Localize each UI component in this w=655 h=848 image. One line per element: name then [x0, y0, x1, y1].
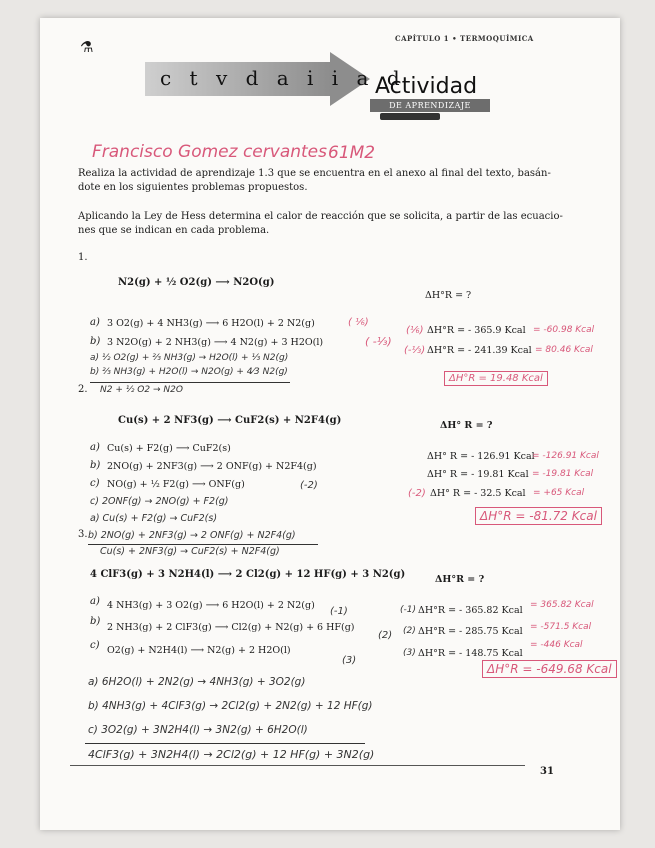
- equation: Cu(s) + F2(g) ⟶ CuF2(s): [107, 443, 231, 454]
- handwritten-step: b) 2NO(g) + 2NF3(g) → 2 ONF(g) + N2F4(g): [88, 530, 296, 541]
- equation: 3 O2(g) + 4 NH3(g) ⟶ 6 H2O(l) + 2 N2(g): [107, 318, 315, 329]
- pencil-icon: [380, 113, 440, 120]
- handwritten-step: b) ⅔ NH3(g) + H2O(l) → N2O(g) + 4⁄3 N2(g): [90, 367, 288, 377]
- handwritten-step: a) 6H2O(l) + 2N2(g) → 4NH3(g) + 3O2(g): [88, 676, 306, 688]
- student-name: Francisco Gomez cervantes: [92, 142, 327, 162]
- enthalpy-result: = -571.5 Kcal: [530, 622, 592, 632]
- coefficient-prefix: (-⅓): [404, 345, 426, 356]
- enthalpy-value: ΔH° R = - 19.81 Kcal: [427, 469, 529, 480]
- target-equation: Cu(s) + 2 NF3(g) ⟶ CuF2(s) + N2F4(g): [118, 415, 342, 426]
- enthalpy-result: = -19.81 Kcal: [532, 469, 594, 479]
- equation: NO(g) + ½ F2(g) ⟶ ONF(g): [107, 479, 245, 490]
- enthalpy-result: = -446 Kcal: [530, 640, 583, 650]
- enthalpy-result: = 80.46 Kcal: [535, 345, 593, 355]
- final-answer-box: ΔH°R = -649.68 Kcal: [482, 660, 617, 678]
- equation-label: c): [90, 478, 100, 489]
- coefficient-prefix: (2): [403, 626, 416, 636]
- enthalpy-value: ΔH°R = - 365.9 Kcal: [427, 325, 526, 336]
- instruction-line: Realiza la actividad de aprendizaje 1.3 que se encuentra en el anexo al final del texto, basán-: [78, 168, 551, 179]
- final-answer-box: ΔH°R = -81.72 Kcal: [475, 507, 602, 525]
- equation-label: a): [90, 596, 100, 607]
- enthalpy-value: ΔH° R = - 126.91 Kcal: [427, 451, 535, 462]
- equation: O2(g) + N2H4(l) ⟶ N2(g) + 2 H2O(l): [107, 645, 291, 656]
- handwritten-step: a) ½ O2(g) + ⅔ NH3(g) → H2O(l) + ⅓ N2(g): [90, 353, 289, 363]
- coefficient-note: ( ⅙): [348, 317, 369, 328]
- decorative-letters: c t v d a i i a d: [160, 66, 406, 90]
- handwritten-step: b) 4NH3(g) + 4ClF3(g) → 2Cl2(g) + 2N2(g) + 12 HF(g): [88, 700, 373, 712]
- handwritten-sum: 4ClF3(g) + 3N2H4(l) → 2Cl2(g) + 12 HF(g) + 3N2(g): [88, 748, 375, 761]
- handwritten-step: a) Cu(s) + F2(g) → CuF2(s): [90, 513, 218, 524]
- page-number: 31: [540, 766, 554, 777]
- handwritten-step: c) 3O2(g) + 3N2H4(l) → 3N2(g) + 6H2O(l): [88, 724, 308, 736]
- enthalpy-value: ΔH°R = - 241.39 Kcal: [427, 345, 532, 356]
- coefficient-prefix: (-2): [408, 488, 426, 499]
- enthalpy-value: ΔH°R = - 148.75 Kcal: [418, 648, 523, 659]
- enthalpy-value: ΔH°R = - 285.75 Kcal: [418, 626, 523, 637]
- target-enthalpy: ΔH° R = ?: [440, 420, 493, 431]
- coefficient-prefix: (⅙): [406, 325, 424, 336]
- equation-label: c): [90, 640, 100, 651]
- coefficient-note: ( -⅓): [365, 335, 392, 348]
- enthalpy-result: = 365.82 Kcal: [530, 600, 594, 610]
- handwritten-sum: N2 + ½ O2 → N2O: [100, 385, 183, 395]
- final-answer-box: ΔH°R = 19.48 Kcal: [444, 371, 548, 386]
- enthalpy-result: = +65 Kcal: [533, 488, 585, 498]
- enthalpy-result: = -126.91 Kcal: [532, 451, 599, 461]
- enthalpy-result: = -60.98 Kcal: [533, 325, 595, 335]
- equation: 2 NH3(g) + 2 ClF3(g) ⟶ Cl2(g) + N2(g) + 6 HF(g): [107, 622, 355, 633]
- activity-subtitle: DE APRENDIZAJE: [370, 99, 490, 112]
- problem-number: 3.: [78, 529, 88, 540]
- problem-number: 2.: [78, 384, 88, 395]
- flask-icon: ⚗: [80, 38, 94, 56]
- coefficient-note: (-1): [330, 606, 348, 617]
- coefficient-note: (3): [342, 655, 357, 666]
- equation-label: b): [90, 336, 101, 347]
- enthalpy-value: ΔH° R = - 32.5 Kcal: [430, 488, 526, 499]
- target-equation: 4 ClF3(g) + 3 N2H4(l) ⟶ 2 Cl2(g) + 12 HF(g) + 3 N2(g): [90, 569, 406, 580]
- problem-number: 1.: [78, 252, 88, 263]
- student-group: 61M2: [328, 143, 376, 163]
- equation: 3 N2O(g) + 2 NH3(g) ⟶ 4 N2(g) + 3 H2O(l): [107, 337, 324, 348]
- target-enthalpy: ΔH°R = ?: [425, 290, 472, 301]
- target-equation: N2(g) + ½ O2(g) ⟶ N2O(g): [118, 277, 275, 288]
- enthalpy-value: ΔH°R = - 365.82 Kcal: [418, 605, 523, 616]
- coefficient-note: (-2): [300, 480, 318, 491]
- equation-label: a): [90, 442, 100, 453]
- coefficient-note: (2): [378, 630, 393, 641]
- instruction-line: Aplicando la Ley de Hess determina el calor de reacción que se solicita, a partir de las ecuacio-: [78, 211, 563, 222]
- equation-label: a): [90, 317, 100, 328]
- handwritten-sum: Cu(s) + 2NF3(g) → CuF2(s) + N2F4(g): [100, 546, 280, 557]
- target-enthalpy: ΔH°R = ?: [435, 574, 485, 585]
- footer-rule: [70, 765, 525, 766]
- chapter-header: CAPÍTULO 1 • TERMOQUÍMICA: [395, 34, 534, 43]
- coefficient-prefix: (-1): [400, 605, 416, 615]
- activity-title: Actividad: [375, 74, 478, 99]
- equation-label: b): [90, 460, 101, 471]
- instruction-line: dote en los siguientes problemas propuestos.: [78, 182, 308, 193]
- equation-label: b): [90, 616, 101, 627]
- equation: 2NO(g) + 2NF3(g) ⟶ 2 ONF(g) + N2F4(g): [107, 461, 317, 472]
- instruction-line: nes que se indican en cada problema.: [78, 225, 270, 236]
- coefficient-prefix: (3): [403, 648, 416, 658]
- handwritten-step: c) 2ONF(g) → 2NO(g) + F2(g): [90, 496, 229, 507]
- equation: 4 NH3(g) + 3 O2(g) ⟶ 6 H2O(l) + 2 N2(g): [107, 600, 315, 611]
